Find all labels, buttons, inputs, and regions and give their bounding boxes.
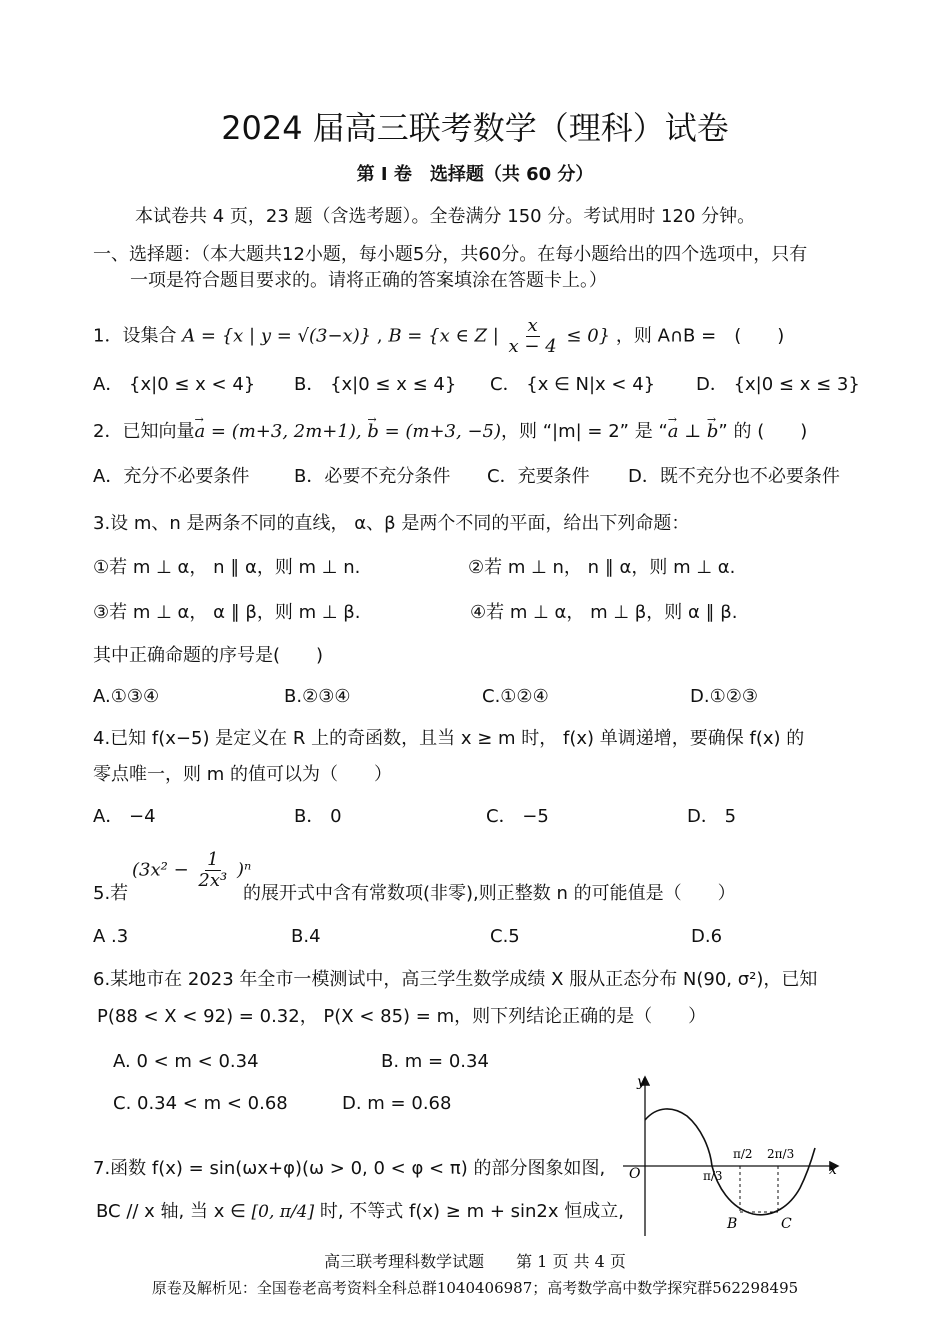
q5-option-c: C.5: [490, 926, 520, 947]
origin-label: O: [629, 1166, 641, 1182]
q2-option-c: C．充要条件: [487, 466, 590, 487]
q6-option-b: B. m = 0.34: [381, 1051, 489, 1072]
q4-option-d: D． 5: [687, 806, 737, 827]
source-footer: 原卷及解析见：全国卷老高考资料全科总群1040406987；高考数学高中数学探究群562298495: [151, 1279, 799, 1297]
tick-2pi3: [767, 1147, 794, 1161]
q2-vector-b-value: = (m+3, −5): [378, 421, 501, 442]
q3-option-b: B.②③④: [284, 686, 351, 707]
q7-line2-post: 时, 不等式 f(x) ≥ m + sin2x 恒成立,: [319, 1201, 624, 1222]
q2-perp-a: → a: [668, 420, 679, 444]
q3-proposition-1: ①若 m ⊥ α， n ∥ α，则 m ⊥ n.: [93, 557, 361, 578]
y-axis-label: y: [637, 1074, 645, 1090]
q6-option-d: D. m = 0.68: [342, 1093, 452, 1114]
q3-option-a: A.①③④: [93, 686, 160, 707]
q1-sep: ,: [376, 325, 389, 347]
q6-line1: 6.某地市在 2023 年全市一模测试中，高三学生数学成绩 X 服从正态分布 N(90, σ²)，已知: [93, 969, 818, 990]
tick-pi3: [703, 1169, 723, 1183]
q2-option-d: D．既不充分也不必要条件: [628, 466, 840, 487]
q1-prefix: 1．设集合: [93, 325, 177, 347]
svg-text:π/3: π/3: [703, 1169, 723, 1183]
q5-prefix: 5.若: [93, 883, 129, 904]
point-b-label: B: [727, 1216, 738, 1232]
q2-mid: ，则 “|m| = 2” 是 “: [501, 421, 668, 442]
q7-graph: [615, 1068, 845, 1240]
q3-option-c: C.①②④: [482, 686, 549, 707]
q1-set-b-pre: B = {x ∈ Z |: [388, 325, 499, 347]
q3-proposition-3: ③若 m ⊥ α， α ∥ β，则 m ⊥ β.: [93, 602, 361, 623]
q3-stem: 3.设 m、n 是两条不同的直线， α、β 是两个不同的平面，给出下列命题：: [93, 513, 690, 534]
exam-subtitle: 第 I 卷 选择题（共 60 分）: [356, 164, 594, 185]
q3-proposition-2: ②若 m ⊥ n， n ∥ α，则 m ⊥ α.: [468, 557, 736, 578]
q5-option-a: A .3: [93, 926, 129, 947]
q5-expression: [132, 850, 251, 891]
q3-ask: 其中正确命题的序号是( ): [93, 645, 324, 666]
q7-line2: [96, 1200, 624, 1224]
section-heading-line1: 一、选择题：（本大题共12小题，每小题5分，共60分。在每小题给出的四个选项中，只有: [93, 244, 808, 265]
q1-option-a: A． {x|0 ≤ x < 4}: [93, 374, 256, 395]
q2-stem: [93, 420, 807, 444]
page-footer: 高三联考理科数学试题 第 1 页 共 4 页: [324, 1252, 626, 1271]
q1-option-d: D． {x|0 ≤ x ≤ 3}: [696, 374, 860, 395]
q2-perp-b: → b: [707, 420, 719, 444]
q2-vector-b: → b: [367, 420, 379, 444]
q2-vector-a: → a: [194, 420, 205, 444]
q3-option-d: D.①②③: [690, 686, 758, 707]
q4-line2: 零点唯一，则 m 的值可以为（ ）: [93, 764, 392, 785]
q1-stem: [93, 316, 784, 357]
q7-line2-pre: BC // x 轴, 当 x ∈: [96, 1201, 246, 1222]
q3-proposition-4: ④若 m ⊥ α， m ⊥ β，则 α ∥ β.: [470, 602, 738, 623]
q7-line1: 7.函数 f(x) = sin(ωx+φ)(ω > 0, 0 < φ < π) 的部分图象如图,: [93, 1158, 606, 1179]
exam-info: 本试卷共 4 页，23 题（含选考题）。全卷满分 150 分。考试用时 120 分钟。: [135, 206, 756, 227]
section-heading-line2: 一项是符合题目要求的。请将正确的答案填涂在答题卡上。）: [130, 270, 607, 291]
q2-suffix: ” 的 ( ): [718, 421, 808, 442]
q2-prefix: 2．已知向量: [93, 421, 195, 442]
q2-perp-symbol: ⊥: [678, 421, 707, 442]
q5-expr-pre: (3x² −: [132, 859, 189, 881]
q2-option-a: A．充分不必要条件: [93, 466, 250, 487]
q1-option-b: B． {x|0 ≤ x ≤ 4}: [294, 374, 457, 395]
q7-interval: [0, π/4]: [251, 1202, 315, 1222]
tick-pi2: [733, 1147, 753, 1161]
q1-option-c: C． {x ∈ N|x < 4}: [490, 374, 656, 395]
q6-option-a: A. 0 < m < 0.34: [113, 1051, 259, 1072]
q1-suffix: ，则 A∩B = ( ): [615, 325, 785, 347]
q5-frac-den: 2x³: [198, 870, 228, 891]
q1-fraction: [507, 316, 559, 357]
q5-option-d: D.6: [691, 926, 723, 947]
q1-frac-num: x: [527, 315, 538, 336]
svg-text:2π/3: 2π/3: [767, 1147, 795, 1161]
q6-line2: P(88 < X < 92) = 0.32， P(X < 85) = m，则下列结论正确的是（ ）: [97, 1006, 707, 1027]
q4-option-a: A． −4: [93, 806, 156, 827]
q5-expr-post: )ⁿ: [236, 859, 252, 881]
q6-option-c: C. 0.34 < m < 0.68: [113, 1093, 288, 1114]
q5-fraction: [196, 850, 229, 891]
q1-frac-den: x − 4: [508, 336, 557, 357]
q5-option-b: B.4: [291, 926, 321, 947]
q4-line1: 4.已知 f(x−5) 是定义在 R 上的奇函数，且当 x ≥ m 时， f(x) 单调递增，要确保 f(x) 的: [93, 728, 805, 749]
q4-option-c: C． −5: [486, 806, 549, 827]
x-axis-label: x: [829, 1162, 837, 1178]
q4-option-b: B． 0: [294, 806, 342, 827]
q1-set-b-post: ≤ 0}: [566, 325, 611, 347]
q5-stem: 的展开式中含有常数项(非零),则正整数 n 的可能值是（ ）: [243, 883, 736, 904]
point-c-label: C: [781, 1216, 792, 1232]
q1-set-a: A = {x | y = √(3−x)}: [182, 325, 372, 347]
sine-curve: [645, 1109, 815, 1215]
q5-frac-num: 1: [207, 849, 219, 870]
svg-text:π/2: π/2: [733, 1147, 753, 1161]
exam-title: 2024 届高三联考数学（理科）试卷: [221, 109, 729, 147]
q2-option-b: B．必要不充分条件: [294, 466, 451, 487]
q2-vector-a-value: = (m+3, 2m+1),: [205, 421, 368, 442]
